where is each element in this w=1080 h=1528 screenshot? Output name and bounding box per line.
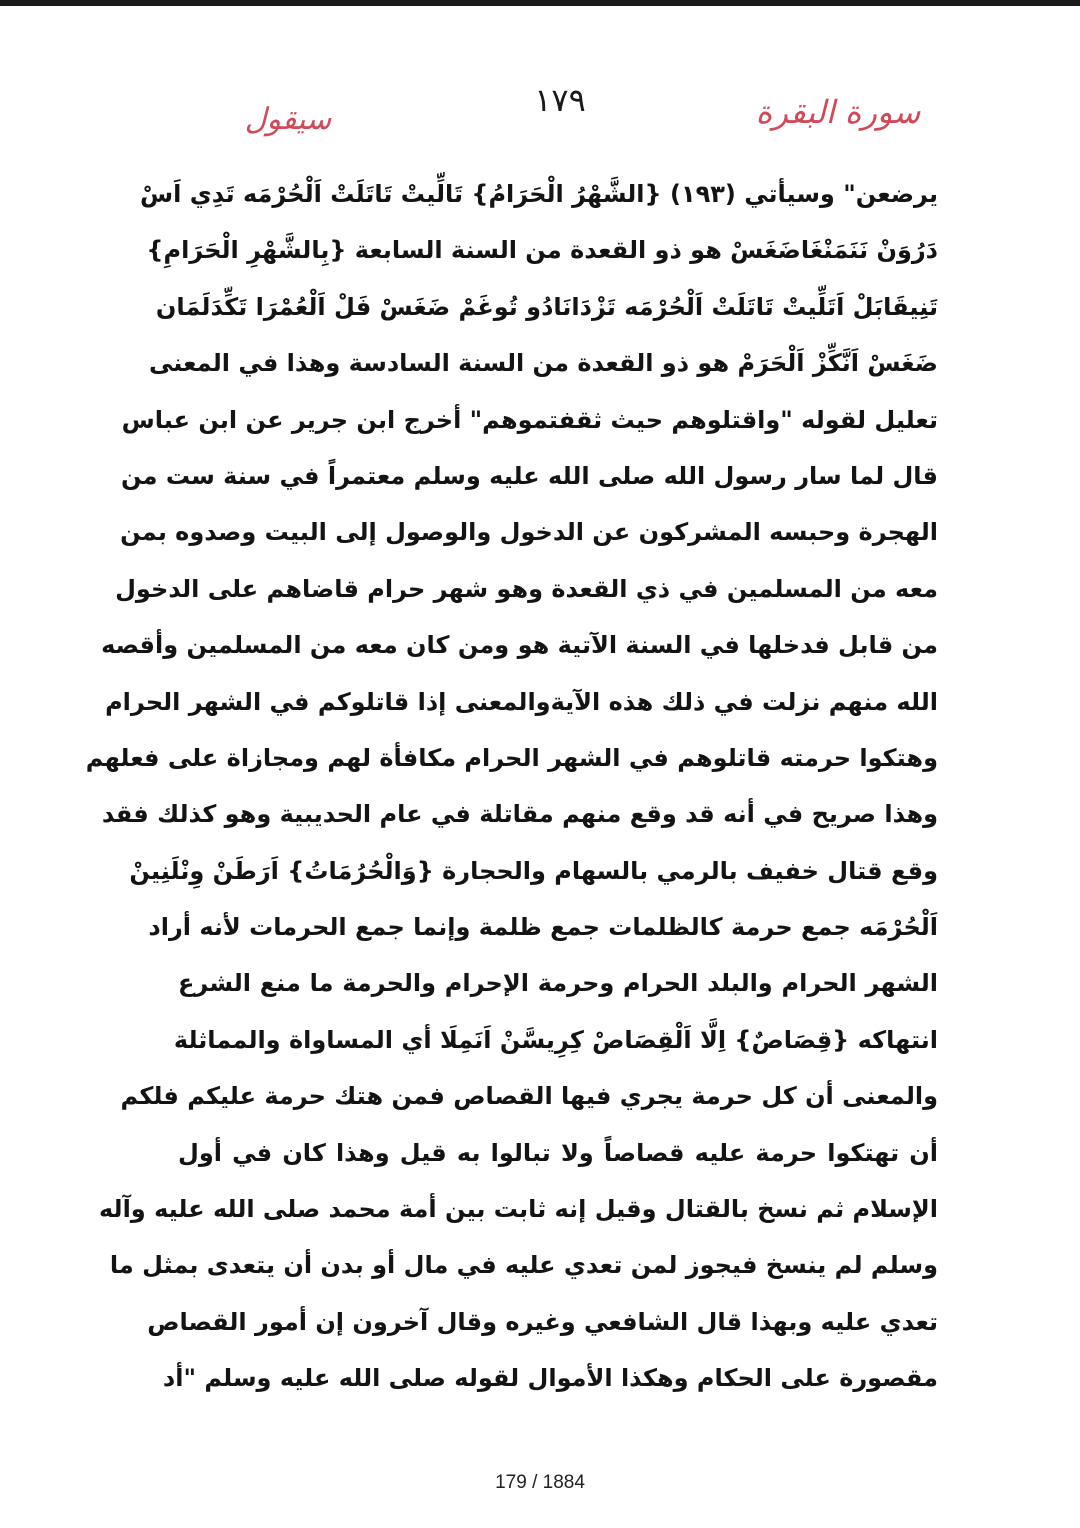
text-line: انتهاكه {قِصَاصٌ} اِلَّا اَلْقِصَاصْ كِرِيسَّنْ اَنَمِلَا أي المساواة والمماثلة [173,1025,938,1054]
text-line: ضَغَسْ اَنَّكِّزْ اَلْحَرَمْ هو ذو القعدة من السنة السادسة وهذا في المعنى [149,349,938,378]
text-line: تعليل لقوله "واقتلوهم حيث ثقفتموهم" أخرج ابن جرير عن ابن عباس [121,405,938,434]
body-text [85,166,938,1407]
surah-name-annotation: سورة البقرة [755,93,921,131]
text-line: تعدي عليه وبهذا قال الشافعي وغيره وقال آخرون إن أمور القصاص [147,1307,938,1336]
text-line: اَلْحُرْمَه جمع حرمة كالظلمات جمع ظلمة وإنما جمع الحرمات لأنه أراد [148,913,938,942]
text-line: وقع قتال خفيف بالرمي بالسهام والحجارة {وَالْحُرُمَاتُ} اَرَطَنْ وِنْلَنِينْ [129,856,938,885]
text-line: من قابل فدخلها في السنة الآتية هو ومن كان معه من المسلمين وأقصه [101,631,938,660]
text-line: الهجرة وحبسه المشركون عن الدخول والوصول إلى البيت وصدوه بمن [120,518,938,547]
juz-name-annotation: سيقول [244,102,332,137]
text-line: الله منهم نزلت في ذلك هذه الآيةوالمعنى إذا قاتلوكم في الشهر الحرام [105,687,938,716]
text-line: وسلم لم ينسخ فيجوز لمن تعدي عليه في مال أو بدن أن يتعدى بمثل ما [109,1251,938,1280]
text-line: قال لما سار رسول الله صلى الله عليه وسلم معتمراً في سنة ست من [121,461,938,490]
text-line: والمعنى أن كل حرمة يجري فيها القصاص فمن هتك حرمة عليكم فلكم [120,1082,938,1111]
text-line: معه من المسلمين في ذي القعدة وهو شهر حرام قاضاهم على الدخول [115,574,938,603]
text-line: الإسلام ثم نسخ بالقتال وقيل إنه ثابت بين أمة محمد صلى الله عليه وآله [99,1195,938,1224]
text-line: أن تهتكوا حرمة عليه قصاصاً ولا تبالوا به قيل وهذا كان في أول [178,1138,938,1167]
text-line: مقصورة على الحكام وهكذا الأموال لقوله صلى الله عليه وسلم "أد [162,1364,938,1393]
text-line: تَنِيقَابَلْ اَتَلِّيتْ تَاتَلَتْ اَلْحُرْمَه تَزْدَانَادُو تُوغَمْ ضَغَسْ فَلْ اَلْعُمْرَا تَكِّدَلَمَان [155,292,938,321]
page-pagination: 179 / 1884 [495,1472,585,1493]
text-line: دَرُوَنْ نَنَمَنْغَاضَغَسْ هو ذو القعدة من السنة السابعة {بِالشَّهْرِ الْحَرَامِ} [146,236,938,265]
text-line: وهذا صريح في أنه قد وقع منهم مقاتلة في عام الحديبية وهو كذلك فقد [101,800,938,829]
text-line: وهتكوا حرمته قاتلوهم في الشهر الحرام مكافأة لهم ومجازاة على فعلهم [85,743,938,772]
text-line: الشهر الحرام والبلد الحرام وحرمة الإحرام والحرمة ما منع الشرع [178,969,938,998]
text-line: يرضعن" وسيأتي (١٩٣) {الشَّهْرُ الْحَرَامُ} تَالِّيتْ تَاتَلَتْ اَلْحُرْمَه تَدِي اَسْ [140,180,938,208]
page-number: ١٧٩ [534,81,586,119]
